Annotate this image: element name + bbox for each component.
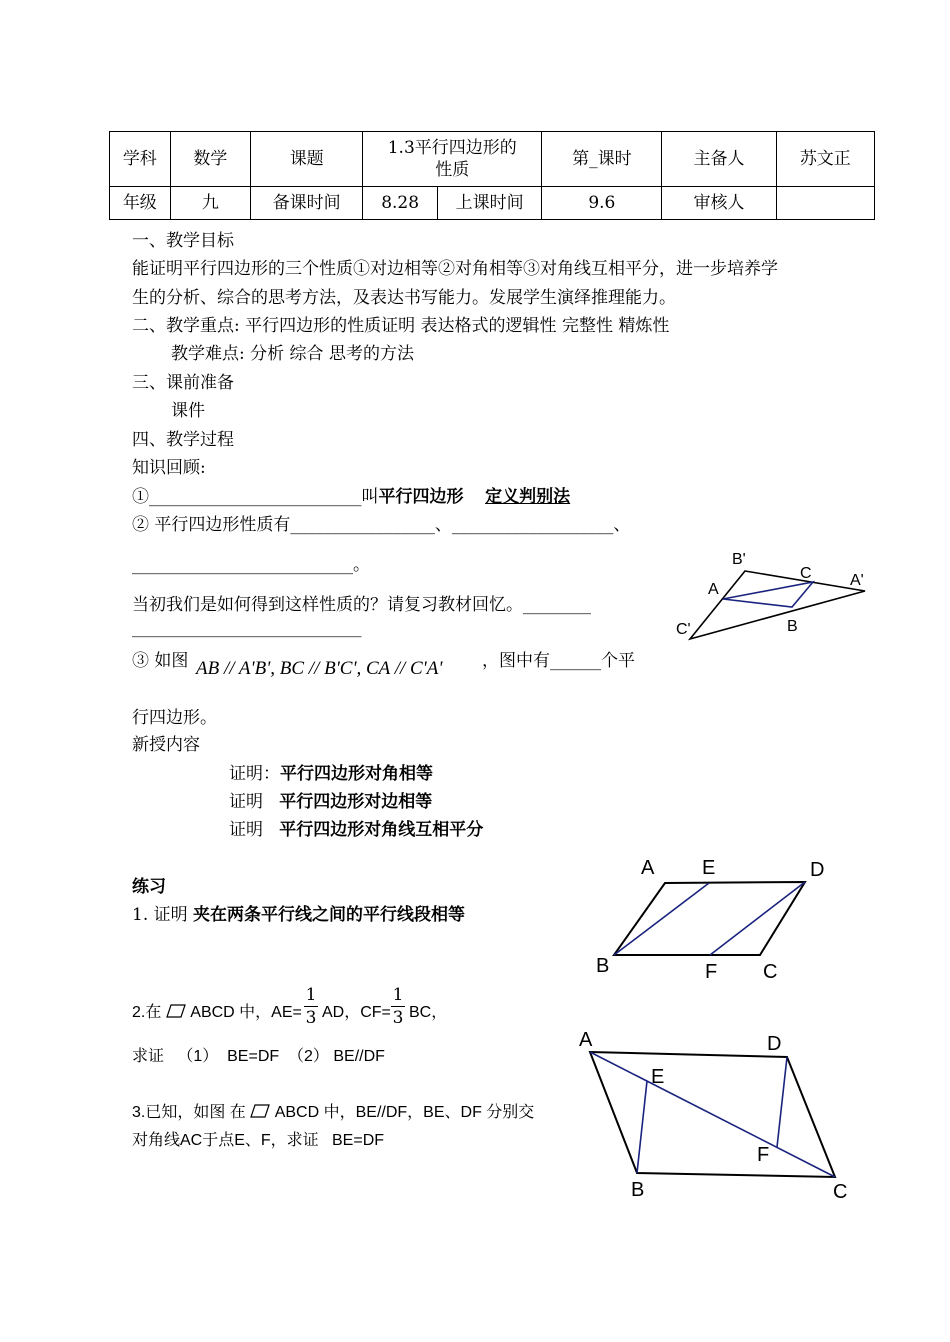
inner-triangle [723, 582, 813, 607]
label-c: C [800, 565, 812, 582]
label-b: B [596, 955, 610, 977]
q3-suffix: ，图中有______个平 [482, 651, 635, 671]
label-e: E [651, 1066, 665, 1088]
p3-a: 3.已知，如图 在 [132, 1104, 246, 1121]
new-content-title: 新授内容 [132, 735, 200, 755]
practice-3-line2: 对角线AC于点E、F，求证 BE=DF [132, 1132, 385, 1149]
question-3 [132, 646, 188, 671]
frac-num-1: 1 [305, 985, 317, 1005]
p3-b: ABCD 中，BE//DF，BE、DF 分别交 [274, 1104, 535, 1121]
label-f: F [757, 1144, 770, 1166]
cell-prep-time-value: 8.28 [363, 187, 438, 220]
cell-preparer-value: 苏文正 [776, 132, 874, 187]
parallelogram-icon [166, 1004, 186, 1018]
question-2-line2: __________________________。 [132, 555, 370, 575]
practice-2-line2: 求证 （1） BE=DF （2） BE//DF [132, 1048, 385, 1065]
label-a-prime: A' [850, 572, 864, 589]
frac-den-2: 3 [392, 1008, 404, 1028]
label-a: A [708, 581, 719, 598]
cell-subject-value: 数学 [170, 132, 250, 187]
label-a: A [579, 1029, 593, 1051]
proof-3 [229, 815, 483, 840]
segment-df [777, 1057, 787, 1147]
practice-title: 练习 [132, 877, 166, 897]
p1-prefix: 1. 证明 [132, 905, 188, 925]
frac-num-2: 1 [392, 985, 404, 1005]
p2-b: ABCD 中，AE= [190, 1004, 302, 1021]
label-f: F [705, 961, 718, 983]
parallelogram-abcd [614, 882, 805, 955]
practice-2 [132, 999, 302, 1022]
goal-line1: 能证明平行四边形的三个性质①对边相等②对角相等③对角线互相平分，进一步培养学 [132, 259, 778, 279]
review-title: 知识回顾: [132, 458, 206, 478]
label-e: E [702, 857, 716, 879]
segment-be [614, 883, 709, 955]
cell-prep-time-label: 备课时间 [251, 187, 363, 220]
frac-den-1: 3 [305, 1008, 317, 1028]
recall-question: 当初我们是如何得到这样性质的？请复习教材回忆。________ [132, 595, 591, 615]
practice-1 [132, 900, 465, 925]
key-points: 二、教学重点: 平行四边形的性质证明 表达格式的逻辑性 完整性 精炼性 [132, 316, 670, 336]
proof2-label: 证明 [229, 792, 263, 812]
proof3-label: 证明 [229, 820, 263, 840]
cell-topic-label: 课题 [251, 132, 363, 187]
topic-line2: 性质 [435, 160, 470, 180]
figure-parallelogram-abcd-1 [590, 850, 840, 985]
diagonal-ac [590, 1052, 835, 1177]
label-c: C [833, 1181, 848, 1203]
topic-line1: 1.3平行四边形的 [387, 138, 517, 158]
figure-triangle-parallelograms [670, 540, 880, 650]
fraction-ae [304, 984, 318, 1029]
cell-topic-value [363, 132, 542, 187]
cell-class-time-value: 9.6 [542, 187, 662, 220]
proof2-bold: 平行四边形对边相等 [279, 792, 433, 812]
figure-parallelogram-abcd-2 [570, 1020, 860, 1210]
cell-reviewer-value [776, 187, 874, 220]
p1-bold: 夹在两条平行线之间的平行线段相等 [193, 905, 466, 925]
parallelogram-icon [250, 1104, 270, 1118]
label-b: B [787, 618, 798, 635]
p2-c: AD，CF= [322, 1004, 391, 1021]
p2-d: BC， [409, 1004, 448, 1021]
section-goal-title: 一、教学目标 [132, 231, 234, 251]
proof-1 [229, 759, 433, 784]
q3-prefix: ③ 如图 [132, 651, 189, 671]
segment-df [710, 882, 805, 955]
segment-be [637, 1081, 647, 1173]
cell-grade-label: 年级 [110, 187, 171, 220]
prep-item: 课件 [171, 401, 205, 421]
proof1-label: 证明： [229, 764, 280, 784]
difficult-points: 教学难点: 分析 综合 思考的方法 [171, 344, 414, 364]
proof1-bold: 平行四边形对角相等 [280, 764, 433, 784]
q3-formula: AB // A'B', BC // B'C', CA // C'A' [196, 658, 443, 679]
question-1 [132, 482, 570, 507]
label-c: C [763, 961, 778, 983]
proof3-bold: 平行四边形对角线互相平分 [279, 820, 484, 840]
info-table [109, 131, 875, 220]
cell-preparer-label: 主备人 [662, 132, 776, 187]
practice-3-line1 [132, 1099, 534, 1122]
q1-prefix: ①_________________________叫 [132, 487, 379, 507]
label-d: D [810, 859, 825, 881]
p2-a: 2.在 [132, 1004, 162, 1021]
question-2-line1: ② 平行四边形性质有_________________、___________________、 [132, 515, 631, 535]
label-a: A [641, 857, 655, 879]
cell-lesson: 第_课时 [542, 132, 662, 187]
label-c-prime: C' [676, 621, 691, 638]
label-b-prime: B' [732, 551, 746, 568]
cell-subject-label: 学科 [110, 132, 171, 187]
goal-line2: 生的分析、综合的思考方法，及表达书写能力。发展学生演绎推理能力。 [132, 288, 676, 308]
cell-class-time-label: 上课时间 [437, 187, 541, 220]
q1-bold: 平行四边形 [378, 487, 464, 507]
q1-bold-underline: 定义判别法 [485, 487, 571, 507]
fraction-cf [391, 984, 405, 1029]
label-b: B [631, 1179, 645, 1201]
q3-line2: 行四边形。 [132, 708, 217, 728]
cell-grade-value: 九 [170, 187, 250, 220]
proof-2 [229, 787, 432, 812]
section-prep-title: 三、课前准备 [132, 373, 234, 393]
recall-question-line2: ___________________________ [132, 618, 362, 638]
section-process-title: 四、教学过程 [132, 430, 234, 450]
cell-reviewer-label: 审核人 [662, 187, 776, 220]
label-d: D [767, 1033, 782, 1055]
